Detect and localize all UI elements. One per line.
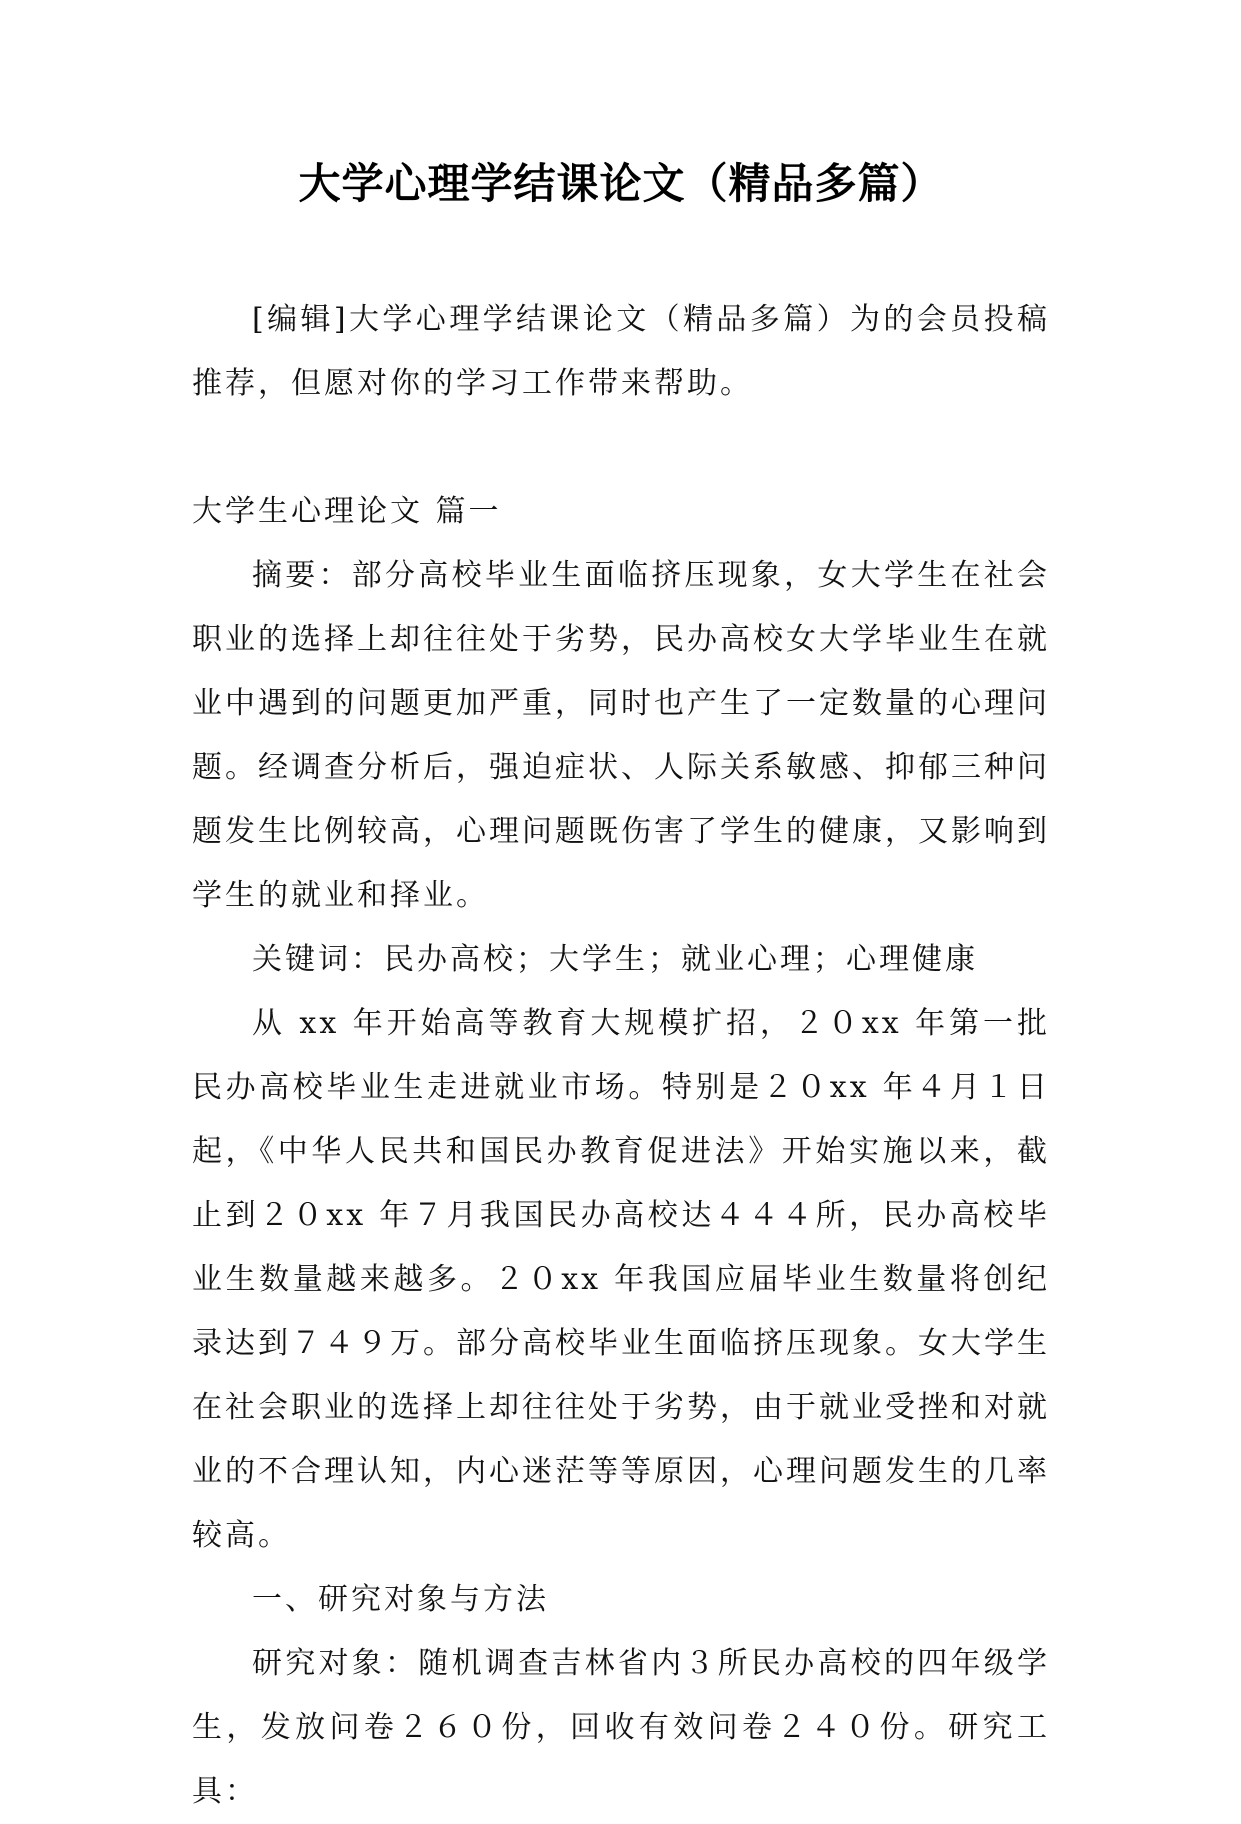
section-heading: 大学生心理论文 篇一 (192, 494, 502, 529)
abstract-paragraph: 摘要：部分高校毕业生面临挤压现象，女大学生在社会职业的选择上却往往处于劣势，民办高校女大学毕业生在就业中遇到的问题更加严重，同时也产生了一定数量的心理问题。经调查分析后，强迫症状、人际关系敏感、抑郁三种问题发生比例较高，心理问题既伤害了学生的健康，又影响到学生的就业和择业。 (192, 558, 1050, 913)
body-paragraph: 从 xx 年开始高等教育大规模扩招，２０xx 年第一批民办高校毕业生走进就业市场。特别是２０xx 年４月１日起，《中华人民共和国民办教育促进法》开始实施以来，截止到２０xx 年７月我国民办高校达４４４所，民办高校毕业生数量越来越多。２０xx 年我国应届毕业生数量将创纪录达到７４９万。部分高校毕业生面临挤压现象。女大学生在社会职业的选择上却往往处于劣势，由于就业受挫和对就业的不合理认知，内心迷茫等等原因，心理问题发生的几率较高。 (192, 1006, 1050, 1553)
document-body (192, 288, 1050, 1824)
document-title: 大学心理学结课论文（精品多篇） (298, 159, 944, 208)
keywords-paragraph: 关键词：民办高校；大学生；就业心理；心理健康 (252, 942, 978, 977)
intro-paragraph: [编辑]大学心理学结课论文（精品多篇）为的会员投稿推荐，但愿对你的学习工作带来帮助。 (192, 302, 1050, 401)
body-paragraph: 研究对象：随机调查吉林省内３所民办高校的四年级学生，发放问卷２６０份，回收有效问卷２４０份。研究工具： (192, 1646, 1050, 1809)
subheading: 一、研究对象与方法 (252, 1582, 549, 1617)
paragraph-spacer (192, 416, 1050, 480)
